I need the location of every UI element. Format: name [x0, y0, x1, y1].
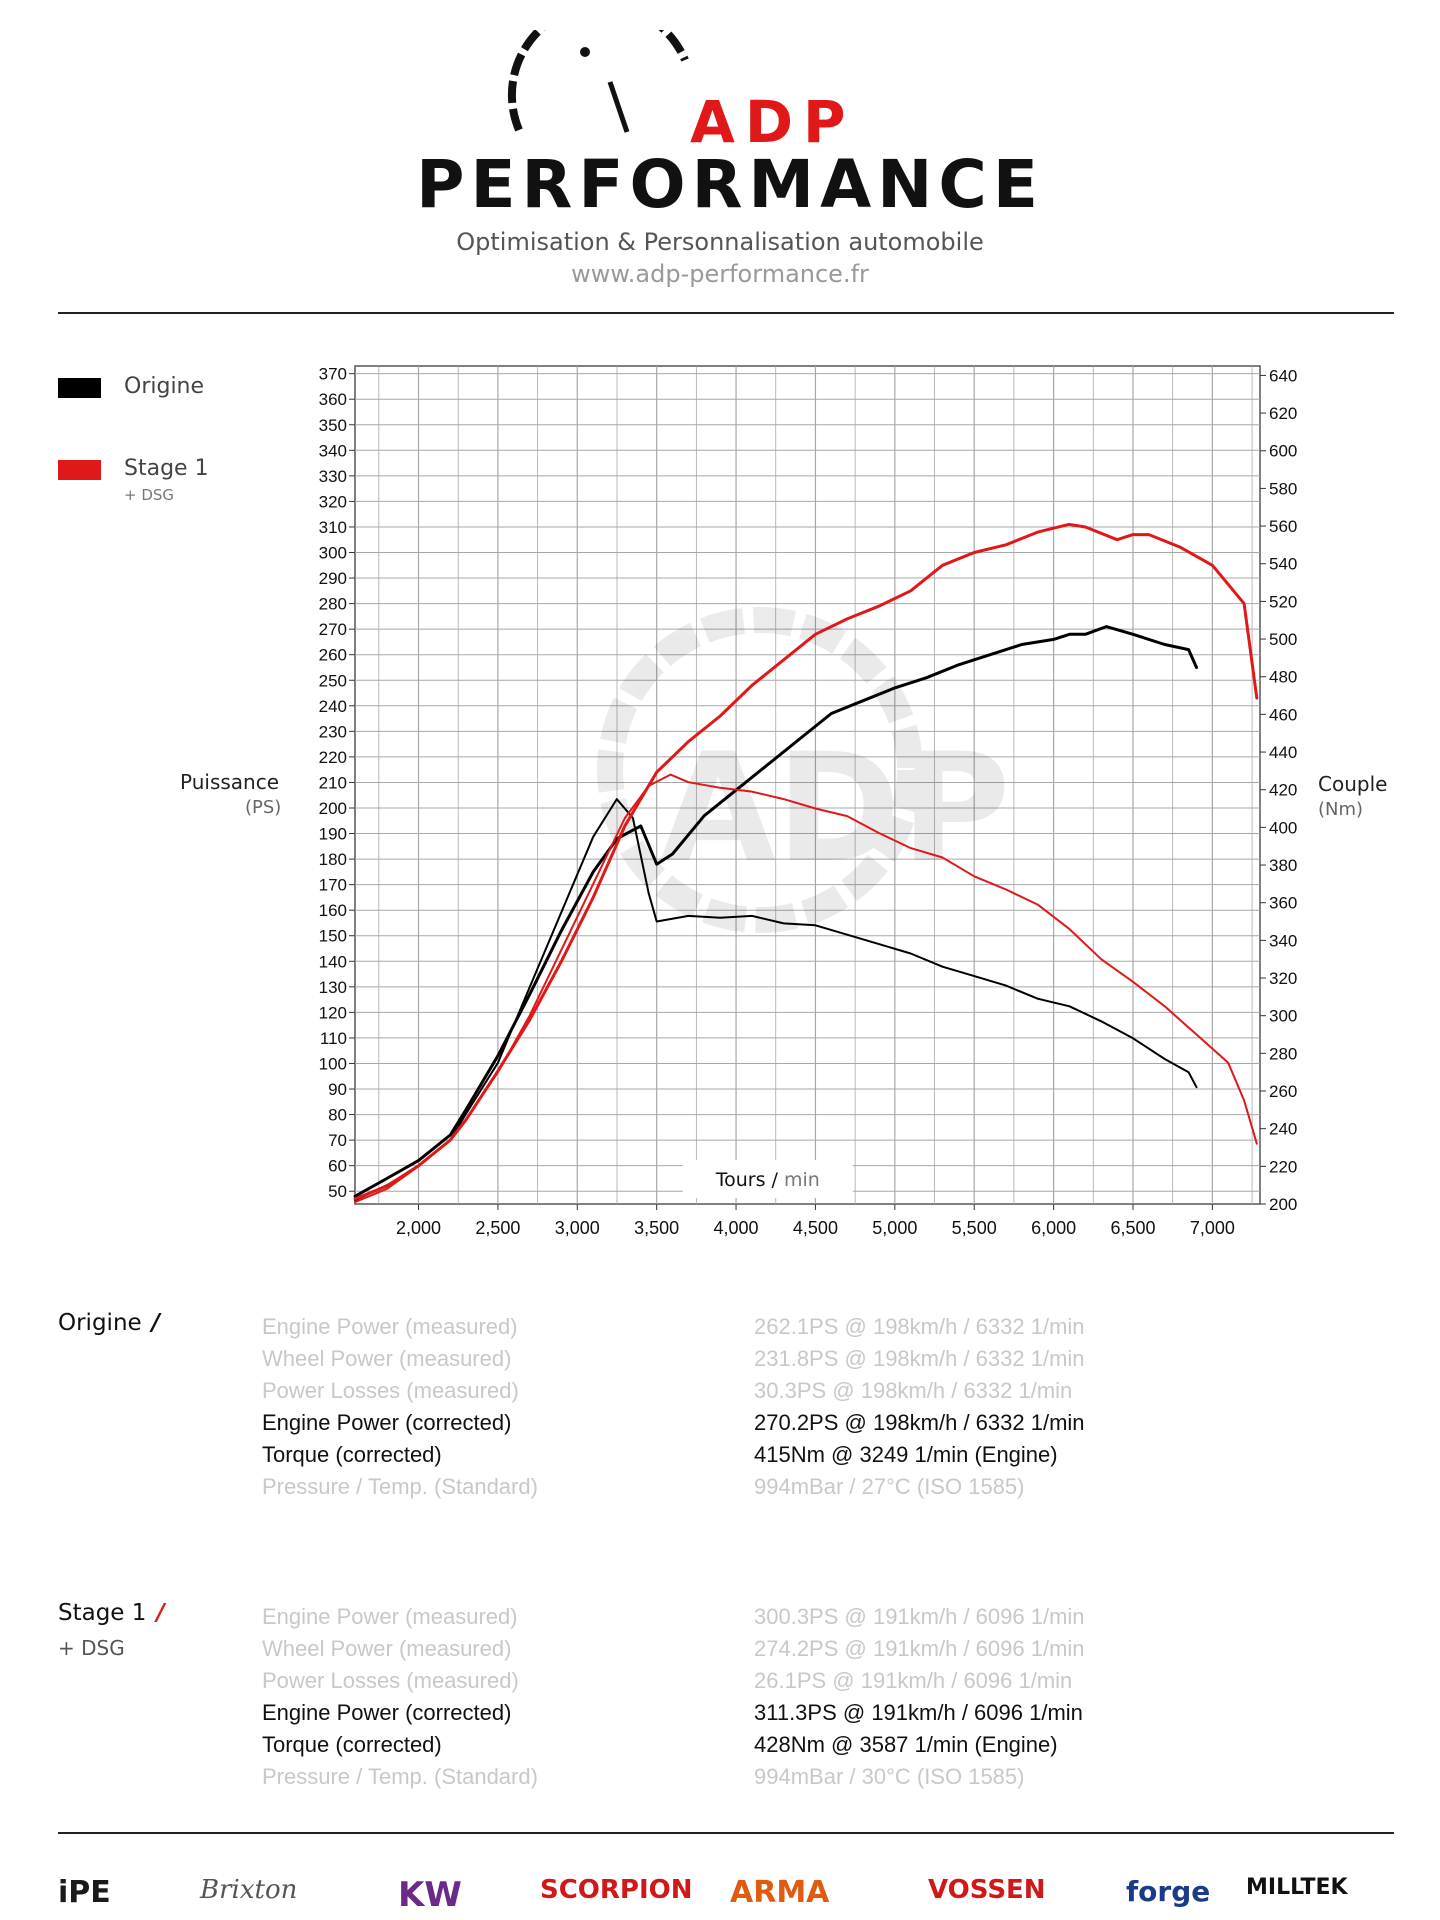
y-right-tick-label: 300: [1269, 1006, 1298, 1026]
y-right-axis-title: Couple: [1318, 772, 1388, 796]
tagline: Optimisation & Personnalisation automobile: [456, 228, 984, 256]
x-tick-label: 2,000: [395, 1218, 442, 1238]
y-right-tick-label: 320: [1269, 969, 1298, 989]
sponsor-logo-vossen: VOSSEN: [928, 1875, 1046, 1905]
y-left-tick-label: 320: [318, 492, 347, 512]
y-right-tick-label: 500: [1269, 630, 1298, 650]
x-tick-label: 3,000: [554, 1218, 600, 1238]
y-right-tick-label: 380: [1269, 856, 1298, 876]
y-left-tick-label: 130: [318, 977, 347, 997]
y-right-tick-label: 400: [1269, 818, 1298, 838]
summary-stage1-sub: + DSG: [58, 1636, 125, 1660]
sponsor-logo-milltek: MILLTEK: [1246, 1875, 1348, 1900]
summary-row-label: Wheel Power (measured): [262, 1636, 512, 1661]
y-right-tick-label: 220: [1269, 1157, 1298, 1177]
summary-row-label: Pressure / Temp. (Standard): [262, 1764, 538, 1789]
x-tick-label: 5,500: [951, 1218, 997, 1238]
sponsor-logo-kw: KW: [398, 1875, 462, 1915]
x-tick-label: 5,000: [872, 1218, 918, 1238]
y-left-tick-label: 190: [318, 824, 347, 844]
y-left-axis-unit: (PS): [245, 797, 282, 818]
y-left-tick-label: 300: [318, 543, 347, 563]
y-left-tick-label: 280: [318, 594, 347, 614]
x-tick-label: 3,500: [634, 1218, 680, 1238]
summary-stage1-title: [58, 1600, 165, 1626]
slash-icon: /: [156, 1600, 165, 1626]
legend-label-origine: Origine: [124, 374, 205, 399]
summary-row-label: Torque (corrected): [262, 1732, 442, 1757]
summary-row-value: 994mBar / 30°C (ISO 1585): [754, 1764, 1025, 1789]
y-left-tick-label: 170: [318, 875, 347, 895]
y-left-tick-label: 80: [328, 1105, 347, 1125]
y-left-tick-label: 340: [318, 441, 347, 461]
summary-row-value: 300.3PS @ 191km/h / 6096 1/min: [754, 1604, 1085, 1629]
y-left-tick-label: 290: [318, 569, 347, 589]
y-right-tick-label: 520: [1269, 592, 1298, 612]
x-axis-title-unit: min: [784, 1169, 820, 1191]
y-right-tick-label: 360: [1269, 893, 1298, 913]
divider-top: [58, 312, 1394, 314]
y-left-tick-label: 260: [318, 645, 347, 665]
y-left-tick-label: 50: [328, 1182, 347, 1202]
summary-row-label: Power Losses (measured): [262, 1378, 519, 1403]
y-left-tick-label: 220: [318, 747, 347, 767]
y-left-tick-label: 110: [319, 1028, 347, 1048]
summary-origine-name: Origine: [58, 1310, 142, 1336]
summary-row-label: Torque (corrected): [262, 1442, 442, 1467]
dyno-chart: [0, 350, 1440, 1250]
summary-row-value: 428Nm @ 3587 1/min (Engine): [754, 1732, 1058, 1757]
divider-bottom: [58, 1832, 1394, 1834]
summary-row-value: 415Nm @ 3249 1/min (Engine): [754, 1442, 1058, 1467]
summary-row-value: 231.8PS @ 198km/h / 6332 1/min: [754, 1346, 1085, 1371]
y-left-tick-label: 120: [318, 1003, 347, 1023]
y-left-tick-label: 160: [318, 901, 347, 921]
y-right-tick-label: 600: [1269, 441, 1298, 461]
y-right-tick-label: 200: [1269, 1195, 1298, 1214]
y-right-tick-label: 640: [1269, 366, 1298, 386]
summary-row-label: Engine Power (measured): [262, 1604, 518, 1629]
brand-main: PERFORMANCE: [416, 146, 1044, 223]
y-left-tick-label: 240: [318, 696, 347, 716]
x-tick-label: 4,500: [792, 1218, 838, 1238]
sponsor-logo-scorpion: SCORPION: [540, 1875, 693, 1905]
y-left-tick-label: 140: [318, 952, 347, 972]
y-right-tick-label: 580: [1269, 479, 1298, 499]
sponsor-logo-forge: forge: [1126, 1875, 1211, 1908]
y-left-tick-label: 250: [318, 671, 347, 691]
x-tick-label: 7,000: [1189, 1218, 1235, 1238]
summary-row-value: 30.3PS @ 198km/h / 6332 1/min: [754, 1378, 1073, 1403]
summary-row-value: 270.2PS @ 198km/h / 6332 1/min: [754, 1410, 1085, 1435]
y-right-tick-label: 540: [1269, 554, 1298, 574]
summary-row-label: Power Losses (measured): [262, 1668, 519, 1693]
y-right-tick-label: 440: [1269, 743, 1298, 763]
gauge-logo-icon: [505, 30, 705, 140]
y-right-tick-label: 340: [1269, 931, 1298, 951]
summary-origine-title: [58, 1310, 160, 1336]
x-axis-title-text: Tours /: [715, 1169, 785, 1191]
x-tick-label: 4,000: [713, 1218, 759, 1238]
x-tick-label: 2,500: [475, 1218, 521, 1238]
y-left-tick-label: 230: [318, 722, 347, 742]
summary-row-value: 311.3PS @ 191km/h / 6096 1/min: [754, 1700, 1083, 1725]
legend-sublabel-stage1: + DSG: [124, 486, 175, 504]
y-right-tick-label: 420: [1269, 780, 1298, 800]
svg-text:ADP: ADP: [660, 722, 1011, 896]
brand-top: ADP: [690, 88, 856, 156]
y-right-tick-label: 240: [1269, 1119, 1298, 1139]
y-left-tick-label: 70: [328, 1131, 347, 1151]
summary-row-label: Engine Power (corrected): [262, 1700, 512, 1725]
y-right-tick-label: 480: [1269, 667, 1298, 687]
summary-row-value: 262.1PS @ 198km/h / 6332 1/min: [754, 1314, 1085, 1339]
x-tick-label: 6,000: [1031, 1218, 1077, 1238]
website[interactable]: www.adp-performance.fr: [571, 260, 869, 288]
y-right-axis-unit: (Nm): [1318, 799, 1364, 820]
x-axis-title: [715, 1169, 820, 1191]
sponsor-logo-arma: ARMA: [730, 1875, 830, 1910]
y-left-tick-label: 200: [318, 798, 347, 818]
sponsor-logo-brixton: Brixton: [200, 1875, 298, 1905]
y-left-tick-label: 270: [318, 620, 347, 640]
y-left-tick-label: 310: [318, 517, 347, 537]
y-right-tick-label: 260: [1269, 1082, 1298, 1102]
y-right-tick-label: 620: [1269, 404, 1298, 424]
summary-row-label: Engine Power (corrected): [262, 1410, 512, 1435]
summary-row-label: Pressure / Temp. (Standard): [262, 1474, 538, 1499]
x-tick-label: 6,500: [1110, 1218, 1156, 1238]
summary-row-value: 26.1PS @ 191km/h / 6096 1/min: [754, 1668, 1073, 1693]
y-left-tick-label: 180: [318, 850, 347, 870]
y-left-tick-label: 90: [328, 1080, 347, 1100]
x-axis-title-box: [683, 1160, 853, 1198]
y-left-tick-label: 100: [318, 1054, 347, 1074]
summary-stage1-name: Stage 1: [58, 1600, 147, 1626]
legend-label-stage1: Stage 1: [124, 456, 209, 481]
summary-row-label: Wheel Power (measured): [262, 1346, 512, 1371]
sponsor-logo-ipe: iPE: [58, 1875, 111, 1910]
y-right-tick-label: 460: [1269, 705, 1298, 725]
y-left-tick-label: 60: [328, 1156, 347, 1176]
header: [0, 0, 1440, 300]
summary-row-label: Engine Power (measured): [262, 1314, 518, 1339]
summary-row-value: 274.2PS @ 191km/h / 6096 1/min: [754, 1636, 1085, 1661]
y-left-tick-label: 350: [318, 415, 347, 435]
watermark-logo: [610, 620, 1011, 920]
y-left-tick-label: 330: [318, 466, 347, 486]
y-left-tick-label: 150: [318, 926, 347, 946]
y-left-tick-label: 370: [318, 364, 347, 384]
y-left-tick-label: 210: [318, 773, 347, 793]
slash-icon: /: [151, 1310, 161, 1336]
summary-row-value: 994mBar / 27°C (ISO 1585): [754, 1474, 1025, 1499]
y-right-tick-label: 560: [1269, 517, 1298, 537]
y-left-tick-label: 360: [318, 390, 347, 410]
y-left-axis-title: Puissance: [180, 770, 280, 794]
y-right-tick-label: 280: [1269, 1044, 1298, 1064]
